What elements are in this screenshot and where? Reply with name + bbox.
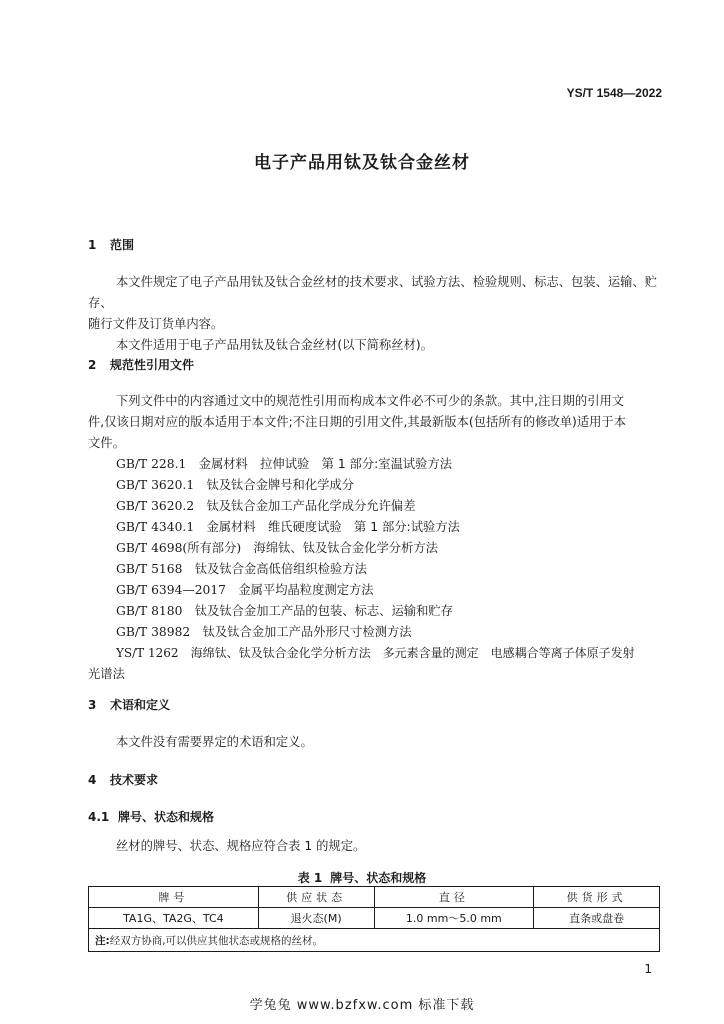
text: 本文件适用于电子产品用钛及钛合金丝材(以下简称丝材)。 [116,338,434,352]
reference-title: 钛及钛合金牌号和化学成分 [206,478,355,492]
page-number: 1 [644,962,652,976]
reference-code: GB/T 228.1 [116,457,187,471]
section-1-heading [88,236,134,253]
reference-code: GB/T 3620.2 [116,499,195,513]
section-title: 术语和定义 [110,698,171,712]
section-number: 1 [88,238,97,252]
text-line [88,412,668,433]
reference-title: 钛及钛合金高低倍组织检验方法 [194,562,367,576]
section-title: 范围 [110,238,135,252]
reference-item [116,622,412,643]
cell-delivery-form: 直条或盘卷 [534,908,660,929]
header-grade: 牌号 [89,887,259,908]
standard-number: YS/T 1548—2022 [566,86,662,100]
document-title: 电子产品用钛及钛合金丝材 [254,153,470,173]
section-number: 2 [88,358,97,372]
cell-supply-state: 退火态(M) [258,908,374,929]
reference-code: GB/T 4340.1 [116,520,195,534]
reference-item [116,496,416,517]
reference-title: 海绵钛、钛及钛合金化学分析方法 多元素含量的测定 电感耦合等离子体原子发射 [190,646,635,660]
section-3-paragraph [88,732,668,753]
reference-item [116,643,635,664]
text-line [88,433,668,454]
reference-item [116,601,453,622]
reference-title: 金属材料 维氏硬度试验 第 1 部分:试验方法 [206,520,460,534]
section-3-heading [88,696,170,713]
reference-item [116,580,374,601]
reference-title: 金属材料 拉伸试验 第 1 部分:室温试验方法 [198,457,453,471]
section-title: 技术要求 [110,773,159,787]
table-note [89,929,660,952]
header-supply-state: 供应状态 [258,887,374,908]
reference-code: YS/T 1262 [116,646,179,660]
cell-diameter: 1.0 mm～5.0 mm [374,908,534,929]
section-title: 规范性引用文件 [110,358,195,372]
note-label: 注: [95,934,110,947]
reference-title: 钛及钛合金加工产品外形尺寸检测方法 [202,625,412,639]
reference-title: 钛及钛合金加工产品化学成分允许偏差 [206,499,416,513]
section-1-paragraph-1 [88,272,668,356]
section-number: 3 [88,698,97,712]
text: 下列文件中的内容通过文中的规范性引用而构成本文件必不可少的条款。其中,注日期的引用文 [116,394,625,408]
note-text: 经双方协商,可以供应其他状态或规格的丝材。 [109,934,324,947]
reference-title: 钛及钛合金加工产品的包装、标志、运输和贮存 [194,604,453,618]
section-2-intro [88,391,668,454]
text-line [88,391,668,412]
table-title: 牌号、状态和规格 [330,871,427,885]
section-4-1-paragraph [88,836,668,857]
text-line [88,314,668,335]
table-row [89,908,660,929]
text: 丝材的牌号、状态、规格应符合表 1 的规定。 [116,839,366,853]
site-footer: 学兔兔 www.bzfxw.com 标准下载 [249,998,475,1013]
reference-code: GB/T 5168 [116,562,183,576]
header-diameter: 直径 [374,887,534,908]
section-2-heading [88,356,194,373]
reference-item [116,538,438,559]
reference-continuation: 光谱法 [88,667,125,681]
reference-code: GB/T 38982 [116,625,191,639]
reference-code: GB/T 3620.1 [116,478,195,492]
text: 件,仅该日期对应的版本适用于本文件;不注日期的引用文件,其最新版本(包括所有的修改单)适用于本 [88,415,627,429]
reference-code: GB/T 6394—2017 [116,583,226,597]
spec-table [88,886,660,952]
reference-title: 金属平均晶粒度测定方法 [238,583,374,597]
section-title: 牌号、状态和规格 [118,810,215,824]
reference-item [116,517,460,538]
reference-item [116,559,367,580]
text: 本文件没有需要界定的术语和定义。 [116,735,313,749]
text: 本文件规定了电子产品用钛及钛合金丝材的技术要求、试验方法、检验规则、标志、包装、运输、贮存、 [88,275,658,310]
table-note-row [89,929,660,952]
section-4-1-heading [88,808,214,825]
reference-item [116,475,354,496]
reference-code: GB/T 8180 [116,604,183,618]
table-header-row [89,887,660,908]
header-delivery-form: 供货形式 [534,887,660,908]
text: 文件。 [88,436,125,450]
text-line [88,272,668,314]
cell-grade: TA1G、TA2G、TC4 [89,908,259,929]
text: 随行文件及订货单内容。 [88,317,224,331]
section-number: 4 [88,773,97,787]
reference-title: 海绵钛、钛及钛合金化学分析方法 [253,541,438,555]
reference-code: GB/T 4698(所有部分) [116,541,242,555]
section-4-heading [88,771,158,788]
reference-item [116,454,452,475]
section-number: 4.1 [88,810,110,824]
table-caption [0,869,724,886]
table-number: 表 1 [297,871,323,885]
text-line [88,335,668,356]
